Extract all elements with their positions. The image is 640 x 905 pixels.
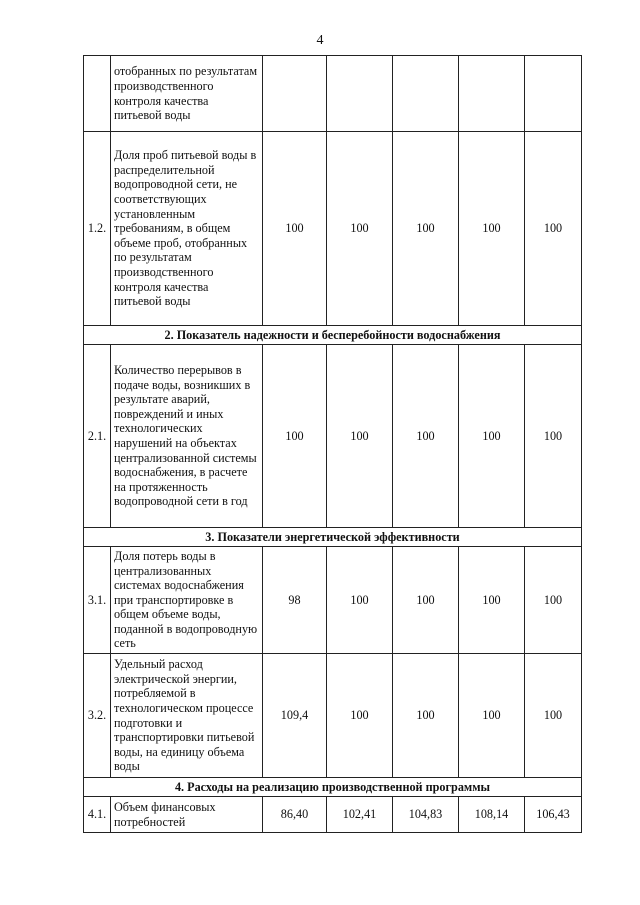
row-description: Объем финансовых потребностей bbox=[111, 797, 263, 833]
value-cell bbox=[263, 56, 327, 132]
table-row bbox=[84, 547, 582, 654]
value-cell bbox=[327, 56, 393, 132]
value-cell: 100 bbox=[327, 345, 393, 528]
section-row bbox=[84, 778, 582, 797]
value-cell: 100 bbox=[459, 132, 525, 326]
value-cell: 100 bbox=[327, 654, 393, 778]
value-cell: 106,43 bbox=[525, 797, 582, 833]
table-row bbox=[84, 797, 582, 833]
table-row bbox=[84, 132, 582, 326]
row-description: Удельный расход электрической энергии, потребляемой в технологическом процессе подготовки и транспортировки питьевой воды, на единицу объема воды bbox=[111, 654, 263, 778]
value-cell: 100 bbox=[525, 345, 582, 528]
value-cell: 100 bbox=[525, 132, 582, 326]
value-cell: 100 bbox=[263, 132, 327, 326]
row-number bbox=[84, 56, 111, 132]
section-heading: 4. Расходы на реализацию производственной программы bbox=[84, 778, 582, 797]
value-cell: 109,4 bbox=[263, 654, 327, 778]
section-row bbox=[84, 528, 582, 547]
page-number: 4 bbox=[316, 33, 324, 48]
table-row bbox=[84, 654, 582, 778]
table-row bbox=[84, 56, 582, 132]
section-heading: 3. Показатели энергетической эффективности bbox=[84, 528, 582, 547]
row-number: 4.1. bbox=[84, 797, 111, 833]
value-cell: 100 bbox=[393, 654, 459, 778]
value-cell: 98 bbox=[263, 547, 327, 654]
row-number: 2.1. bbox=[84, 345, 111, 528]
row-description: отобранных по результатам производственного контроля качества питьевой воды bbox=[111, 56, 263, 132]
row-number: 1.2. bbox=[84, 132, 111, 326]
value-cell: 100 bbox=[459, 345, 525, 528]
value-cell: 86,40 bbox=[263, 797, 327, 833]
section-heading: 2. Показатель надежности и бесперебойности водоснабжения bbox=[84, 326, 582, 345]
value-cell: 100 bbox=[525, 547, 582, 654]
value-cell: 100 bbox=[393, 132, 459, 326]
value-cell: 100 bbox=[327, 132, 393, 326]
value-cell: 100 bbox=[393, 547, 459, 654]
row-description: Доля проб питьевой воды в распределительной водопроводной сети, не соответствующих установленным требованиям, в общем объеме проб, отобранных по результатам производственного контроля качества питьевой воды bbox=[111, 132, 263, 326]
value-cell: 100 bbox=[459, 654, 525, 778]
row-number: 3.2. bbox=[84, 654, 111, 778]
value-cell bbox=[525, 56, 582, 132]
row-description: Доля потерь воды в централизованных системах водоснабжения при транспортировке в общем объеме воды, поданной в водопроводную сеть bbox=[111, 547, 263, 654]
table-row bbox=[84, 345, 582, 528]
value-cell bbox=[459, 56, 525, 132]
value-cell: 100 bbox=[327, 547, 393, 654]
value-cell bbox=[393, 56, 459, 132]
value-cell: 100 bbox=[263, 345, 327, 528]
value-cell: 108,14 bbox=[459, 797, 525, 833]
value-cell: 102,41 bbox=[327, 797, 393, 833]
value-cell: 100 bbox=[393, 345, 459, 528]
value-cell: 100 bbox=[525, 654, 582, 778]
row-description: Количество перерывов в подаче воды, возникших в результате аварий, повреждений и иных технологических нарушений на объектах централизованной системы водоснабжения, в расчете на протяженность водопроводной сети в год bbox=[111, 345, 263, 528]
indicators-table bbox=[83, 55, 582, 833]
row-number: 3.1. bbox=[84, 547, 111, 654]
value-cell: 100 bbox=[459, 547, 525, 654]
section-row bbox=[84, 326, 582, 345]
value-cell: 104,83 bbox=[393, 797, 459, 833]
